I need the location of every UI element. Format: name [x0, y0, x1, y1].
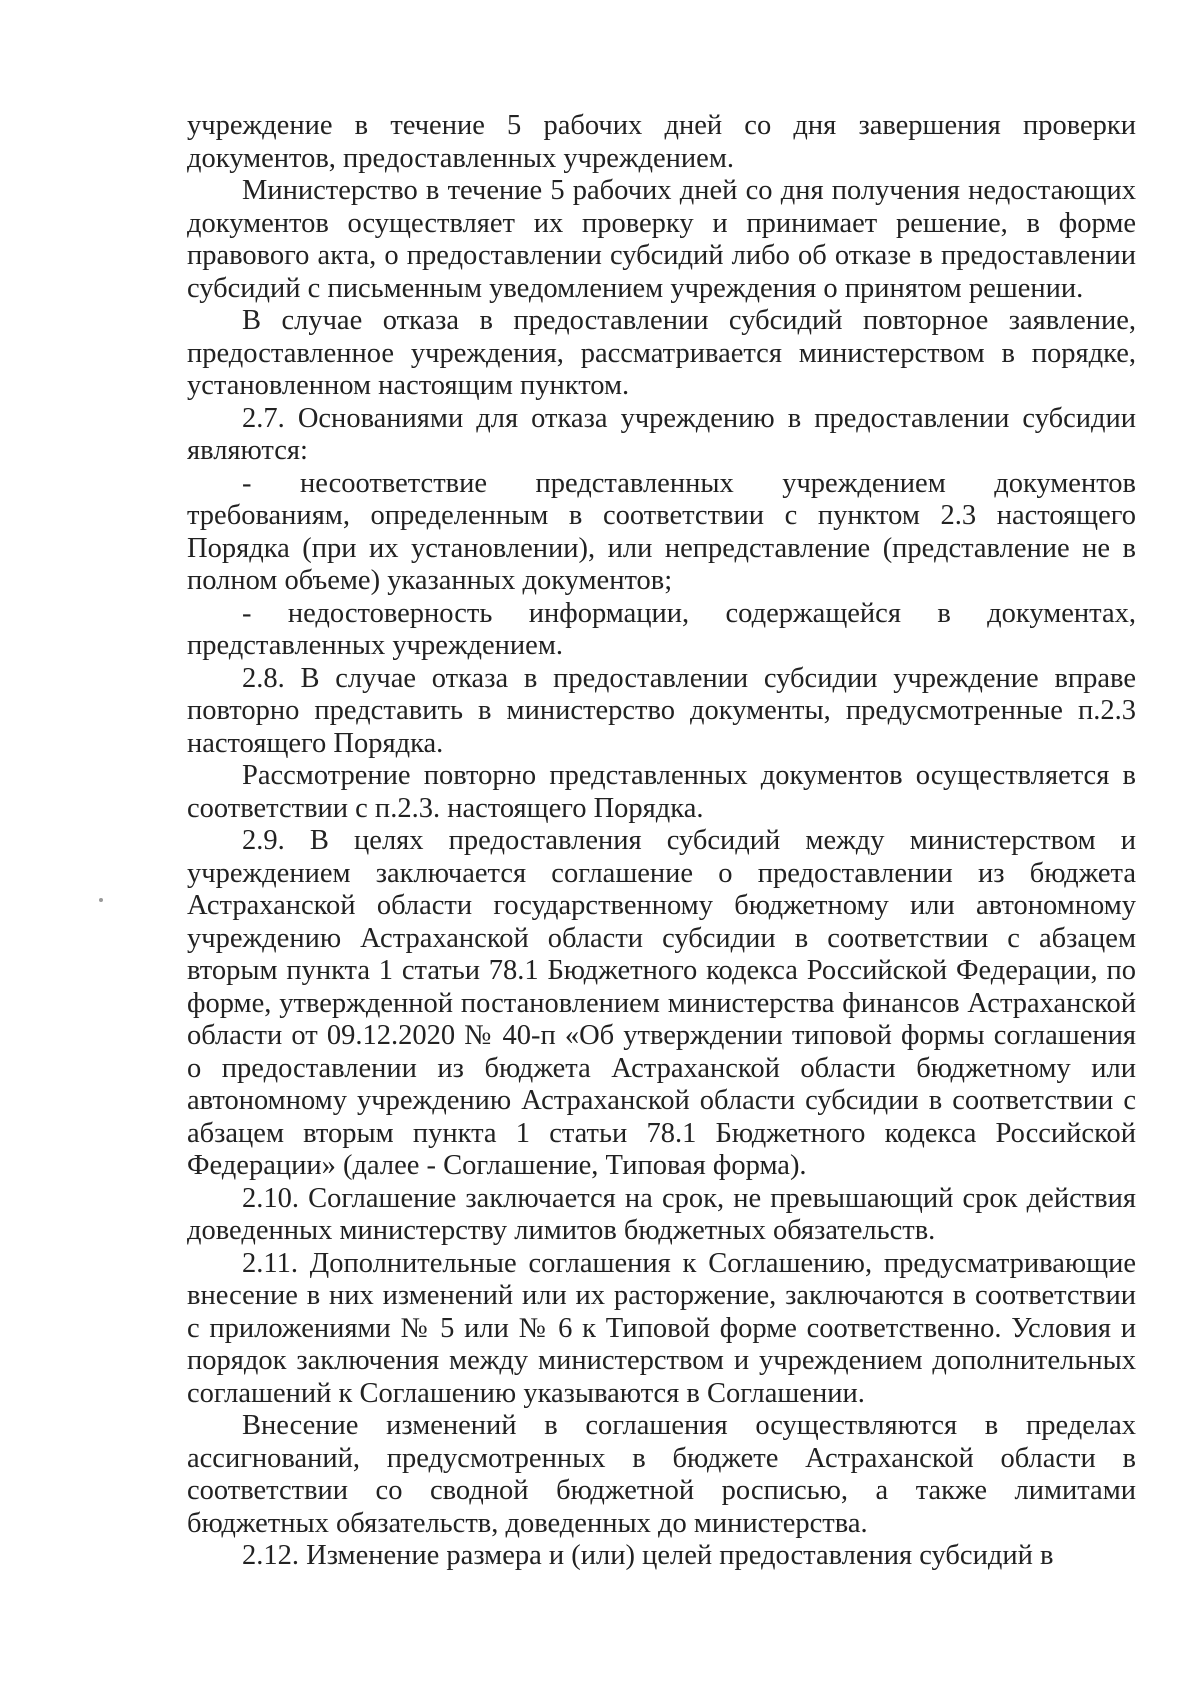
paragraph-2-12: 2.12. Изменение размера и (или) целей предоставления субсидий в	[242, 1540, 1054, 1571]
list-item-unreliability: - недостоверность информации, содержащейся в документах, представленных учреждением.	[187, 597, 1136, 661]
paragraph-2-10: 2.10. Соглашение заключается на срок, не превышающий срок действия доведенных министерству лимитов бюджетных обязательств.	[187, 1182, 1136, 1246]
paragraph-amendments: Внесение изменений в соглашения осуществляются в пределах ассигнований, предусмотренных в бюджете Астраханской области в соответствии со сводной бюджетной росписью, а также лимитами бюджетных обязательств, доведенных до министерства.	[187, 1410, 1136, 1539]
document-body	[187, 110, 1136, 1573]
paragraph-2-11: 2.11. Дополнительные соглашения к Соглашению, предусматривающие внесение в них изменений или их расторжение, заключаются в соответствии с приложениями № 5 или № 6 к Типовой форме соответственно. Условия и порядок заключения между министерством и учреждением дополнительных соглашений к Соглашению указываются в Соглашении.	[187, 1247, 1136, 1409]
paragraph-2-9: 2.9. В целях предоставления субсидий между министерством и учреждением заключается соглашение о предоставлении из бюджета Астраханской области государственному бюджетному или автономному учреждению Астраханской области субсидии в соответствии с абзацем вторым пункта 1 статьи 78.1 Бюджетного кодекса Российской Федерации, по форме, утвержденной постановлением министерства финансов Астраханской области от 09.12.2020 № 40-п «Об утверждении типовой формы соглашения о предоставлении из бюджета Астраханской области бюджетному или автономному учреждению Астраханской области субсидии в соответствии с абзацем вторым пункта 1 статьи 78.1 Бюджетного кодекса Российской Федерации» (далее - Соглашение, Типовая форма).	[187, 825, 1136, 1181]
scan-speck	[99, 898, 103, 902]
list-item-nonconformity: - несоответствие представленных учреждением документов требованиям, определенным в соответствии с пунктом 2.3 настоящего Порядка (при их установлении), или непредставление (представление не в полном объеме) указанных документов;	[187, 467, 1136, 596]
paragraph-ministry-review: Министерство в течение 5 рабочих дней со дня получения недостающих документов осуществляет их проверку и принимает решение, в форме правового акта, о предоставлении субсидий либо об отказе в предоставлении субсидий с письменным уведомлением учреждения о принятом решении.	[187, 175, 1136, 304]
paragraph-continuation: учреждение в течение 5 рабочих дней со дня завершения проверки документов, предоставленных учреждением.	[187, 110, 1136, 174]
paragraph-repeat-application: В случае отказа в предоставлении субсидий повторное заявление, предоставленное учреждения, рассматривается министерством в порядке, установленном настоящим пунктом.	[187, 305, 1136, 401]
paragraph-repeat-review: Рассмотрение повторно представленных документов осуществляется в соответствии с п.2.3. настоящего Порядка.	[187, 760, 1136, 824]
paragraph-2-7: 2.7. Основаниями для отказа учреждению в предоставлении субсидии являются:	[187, 402, 1136, 466]
paragraph-2-8: 2.8. В случае отказа в предоставлении субсидии учреждение вправе повторно представить в министерство документы, предусмотренные п.2.3 настоящего Порядка.	[187, 662, 1136, 759]
